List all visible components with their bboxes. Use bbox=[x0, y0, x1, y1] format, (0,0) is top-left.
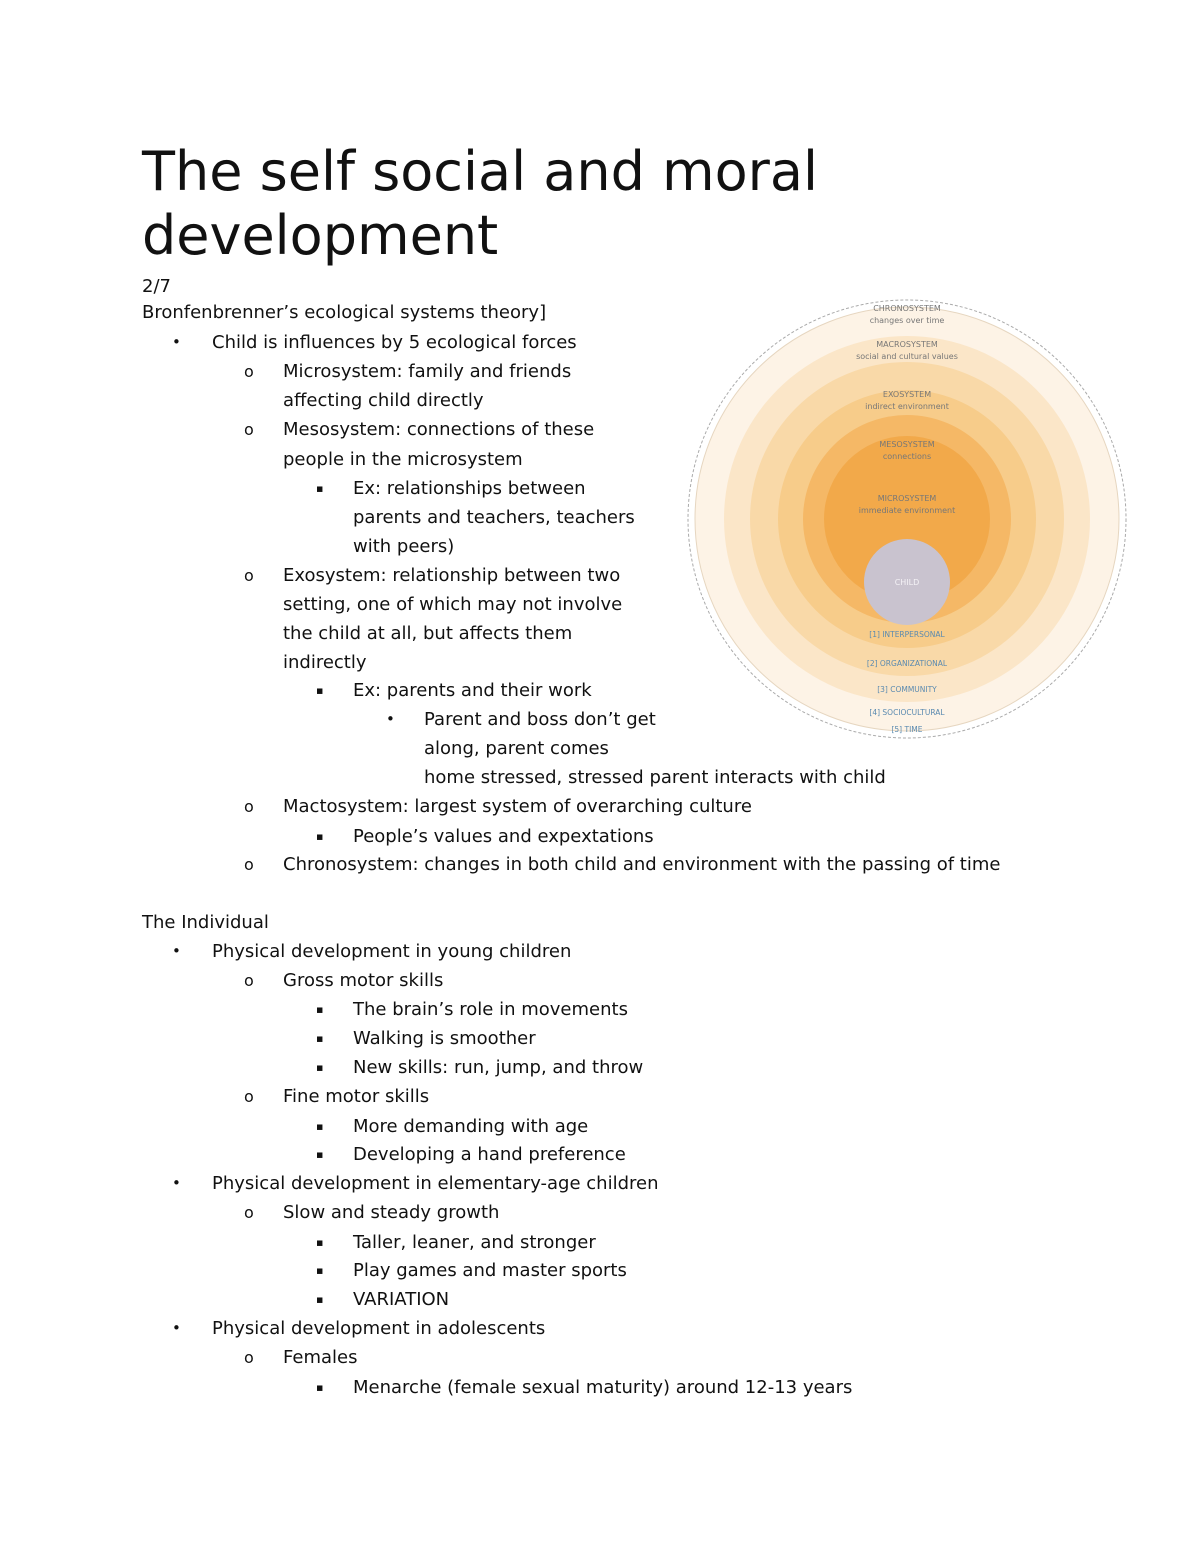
macro-name: MACROSYSTEM bbox=[876, 340, 938, 349]
list-item: Walking is smoother bbox=[353, 1028, 536, 1049]
list-item: Ex: relationships between bbox=[353, 478, 586, 499]
list-item: Physical development in young children bbox=[212, 941, 572, 962]
list-item: Child is influences by 5 ecological forces bbox=[212, 332, 577, 353]
list-item: Fine motor skills bbox=[283, 1086, 430, 1107]
bullet-level3: ▪ bbox=[316, 1120, 324, 1133]
exo-name: EXOSYSTEM bbox=[882, 390, 932, 399]
list-item-continued: with peers) bbox=[353, 536, 455, 557]
list-item: Exosystem: relationship between two bbox=[283, 565, 621, 586]
list-item: Parent and boss don’t get bbox=[424, 709, 656, 730]
list-item: Physical development in elementary-age children bbox=[212, 1173, 659, 1194]
bullet-level1: • bbox=[172, 1319, 181, 1337]
list-item: New skills: run, jump, and throw bbox=[353, 1057, 644, 1078]
bullet-level2: o bbox=[244, 420, 254, 439]
list-item: Gross motor skills bbox=[283, 970, 444, 991]
bullet-level2: o bbox=[244, 566, 254, 585]
list-item: Physical development in adolescents bbox=[212, 1318, 546, 1339]
section-heading-individual: The Individual bbox=[142, 912, 269, 933]
bullet-level3: ▪ bbox=[316, 1264, 324, 1277]
bullet-level3: ▪ bbox=[316, 1236, 324, 1249]
bullet-level3: ▪ bbox=[316, 684, 324, 697]
list-item: Ex: parents and their work bbox=[353, 680, 592, 701]
bullet-level3: ▪ bbox=[316, 1003, 324, 1016]
bullet-level3: ▪ bbox=[316, 482, 324, 495]
list-item: Slow and steady growth bbox=[283, 1202, 500, 1223]
tag-sociocultural: [4] SOCIOCULTURAL bbox=[869, 708, 945, 717]
list-item: Microsystem: family and friends bbox=[283, 361, 572, 382]
list-item: Developing a hand preference bbox=[353, 1144, 626, 1165]
list-item-continued: home stressed, stressed parent interacts with child bbox=[424, 767, 886, 788]
child-label: CHILD bbox=[894, 578, 920, 587]
bullet-level2: o bbox=[244, 1348, 254, 1367]
micro-name: MICROSYSTEM bbox=[877, 494, 937, 503]
chrono-name: CHRONOSYSTEM bbox=[873, 304, 941, 313]
bullet-level3: ▪ bbox=[316, 1032, 324, 1045]
list-item: The brain’s role in movements bbox=[353, 999, 628, 1020]
bullet-level3: ▪ bbox=[316, 1293, 324, 1306]
list-item: Menarche (female sexual maturity) around 12-13 years bbox=[353, 1377, 853, 1398]
tag-time: [5] TIME bbox=[891, 725, 923, 734]
list-item: Mactosystem: largest system of overarching culture bbox=[283, 796, 752, 817]
bullet-level2: o bbox=[244, 362, 254, 381]
bullet-level2: o bbox=[244, 1203, 254, 1222]
section-heading-ecological: Bronfenbrenner’s ecological systems theory] bbox=[142, 302, 547, 323]
list-item-continued: people in the microsystem bbox=[283, 449, 523, 470]
bullet-level3: ▪ bbox=[316, 1148, 324, 1161]
bullet-level2: o bbox=[244, 797, 254, 816]
meso-name: MESOSYSTEM bbox=[879, 440, 935, 449]
bullet-level2: o bbox=[244, 855, 254, 874]
date-label: 2/7 bbox=[142, 276, 171, 297]
bullet-level1: • bbox=[172, 1174, 181, 1192]
bullet-level3: ▪ bbox=[316, 830, 324, 843]
list-item: Taller, leaner, and stronger bbox=[353, 1232, 596, 1253]
list-item-continued: setting, one of which may not involve bbox=[283, 594, 623, 615]
list-item: More demanding with age bbox=[353, 1116, 589, 1137]
list-item-continued: along, parent comes bbox=[424, 738, 609, 759]
list-item: Play games and master sports bbox=[353, 1260, 627, 1281]
tag-community: [3] COMMUNITY bbox=[877, 685, 937, 694]
bullet-level1: • bbox=[172, 333, 181, 351]
tag-interpersonal: [1] INTERPERSONAL bbox=[869, 630, 945, 639]
page-title: The self social and moral development bbox=[142, 140, 818, 267]
list-item-continued: affecting child directly bbox=[283, 390, 484, 411]
bullet-level1: • bbox=[172, 942, 181, 960]
chrono-desc: changes over time bbox=[869, 316, 945, 325]
meso-desc: connections bbox=[882, 452, 932, 461]
ecological-systems-diagram bbox=[685, 295, 1130, 745]
exo-desc: indirect environment bbox=[865, 402, 949, 411]
tag-organizational: [2] ORGANIZATIONAL bbox=[866, 659, 948, 668]
bullet-level4: • bbox=[386, 710, 395, 728]
list-item-continued: indirectly bbox=[283, 652, 367, 673]
bullet-level2: o bbox=[244, 971, 254, 990]
list-item: Mesosystem: connections of these bbox=[283, 419, 595, 440]
macro-desc: social and cultural values bbox=[856, 352, 958, 361]
list-item: People’s values and expextations bbox=[353, 826, 654, 847]
bullet-level2: o bbox=[244, 1087, 254, 1106]
list-item-continued: the child at all, but affects them bbox=[283, 623, 573, 644]
list-item: VARIATION bbox=[353, 1289, 450, 1310]
micro-desc: immediate environment bbox=[858, 506, 956, 515]
list-item-continued: parents and teachers, teachers bbox=[353, 507, 635, 528]
list-item: Chronosystem: changes in both child and environment with the passing of time bbox=[283, 854, 1001, 875]
bullet-level3: ▪ bbox=[316, 1061, 324, 1074]
bullet-level3: ▪ bbox=[316, 1381, 324, 1394]
list-item: Females bbox=[283, 1347, 358, 1368]
